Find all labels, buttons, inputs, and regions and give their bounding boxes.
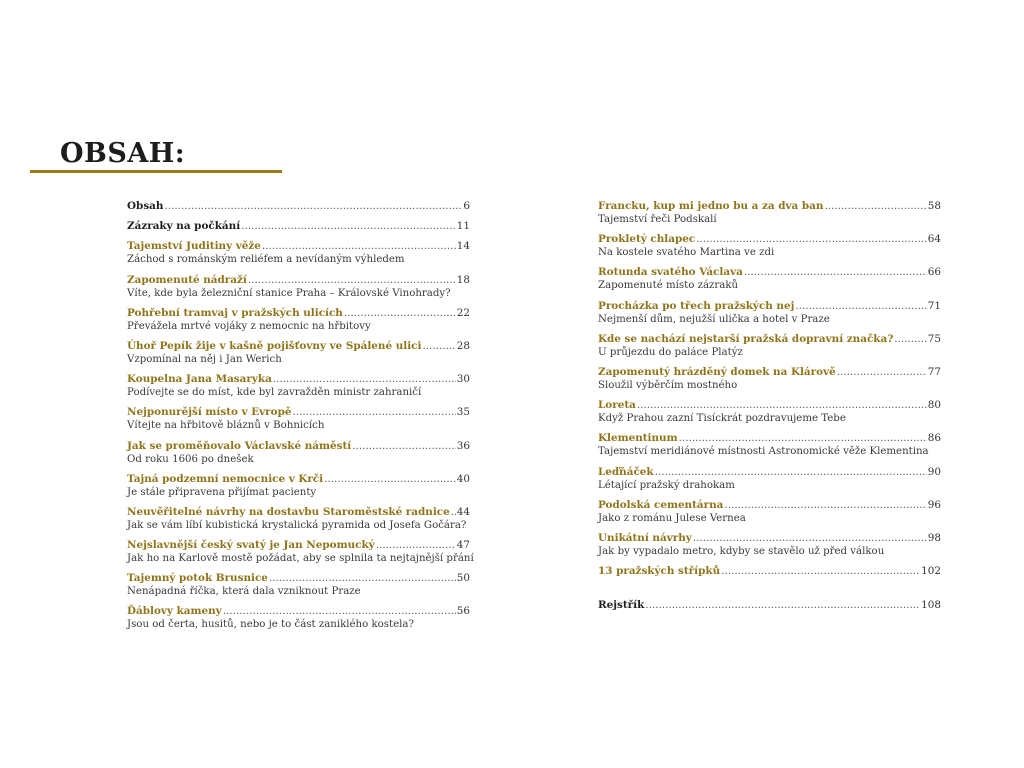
toc-entry-line (127, 406, 470, 419)
toc-entry-line (127, 307, 470, 320)
toc-entry[interactable] (127, 605, 470, 631)
toc-entry-title: Podolská cementárna (598, 498, 724, 511)
toc-entry[interactable] (127, 506, 470, 532)
toc-entry-line (127, 539, 470, 552)
toc-entry-page: 56 (456, 605, 470, 618)
toc-entry-line (127, 373, 470, 386)
toc-entry-title: Koupelna Jana Masaryka (127, 373, 272, 386)
toc-entry[interactable] (127, 572, 470, 598)
toc-entry[interactable] (127, 373, 470, 399)
toc-entry-page: 36 (456, 439, 470, 452)
toc-entry-line (598, 599, 941, 612)
toc-entry-page: 102 (921, 565, 941, 578)
toc-entry-line (598, 432, 941, 445)
dot-leader (693, 532, 927, 545)
toc-entry-subtitle: Víte, kde byla železniční stanice Praha – Královské Vinohrady? (127, 287, 451, 299)
toc-entry-subtitle: Záchod s románským reliéfem a nevídaným výhledem (127, 254, 405, 266)
toc-entry-page: 96 (927, 498, 941, 511)
toc-left-column (127, 200, 474, 639)
toc-entry[interactable] (598, 466, 941, 492)
toc-entry-title: Tajemný potok Brusnice (127, 572, 268, 585)
dot-leader (721, 565, 920, 578)
dot-leader (324, 473, 456, 486)
toc-entry-subtitle: Sloužil výběrčím mostného (598, 379, 738, 391)
toc-entry[interactable] (127, 340, 470, 366)
toc-entry-line (598, 366, 941, 379)
toc-entry-line (598, 532, 941, 545)
toc-entry-page: 35 (456, 406, 470, 419)
toc-entry-page: 75 (927, 332, 941, 345)
dot-leader (248, 274, 456, 287)
toc-entry-page: 14 (456, 240, 470, 253)
toc-entry-subtitle: Vítejte na hřbitově bláznů v Bohnicích (127, 420, 325, 432)
toc-entry-subtitle: Je stále připravena přijímat pacienty (127, 486, 317, 498)
dot-leader (637, 399, 927, 412)
toc-entry-title: Nejponurější místo v Evropě (127, 406, 292, 419)
toc-entry-page: 64 (927, 233, 941, 246)
toc-entry-title: Jak se proměňovalo Václavské náměstí (127, 439, 352, 452)
toc-entry-title: Pohřební tramvaj v pražských ulicích (127, 306, 343, 319)
toc-entry-page: 66 (927, 266, 941, 279)
toc-entry-page: 30 (456, 373, 470, 386)
toc-entry[interactable] (127, 200, 470, 213)
toc-right-column (598, 200, 941, 619)
toc-entry-page: 11 (456, 220, 470, 233)
toc-entry-title: Rotunda svatého Václava (598, 266, 743, 279)
toc-entry[interactable] (127, 240, 470, 266)
toc-entry-subtitle: Tajemství řeči Podskalí (598, 214, 717, 225)
dot-leader (376, 539, 456, 552)
dot-leader (696, 233, 927, 246)
toc-entry-subtitle: Jak by vypadalo metro, kdyby se stavělo už před válkou (598, 545, 885, 557)
toc-entry-line (127, 572, 470, 585)
toc-entry-line (598, 399, 941, 412)
toc-entry-page: 90 (927, 465, 941, 478)
toc-entry-subtitle: Jak ho na Karlově mostě požádat, aby se splnila ta nejtajnější přání (127, 553, 474, 565)
toc-entry-subtitle: Nenápadná říčka, která dala vzniknout Praze (127, 586, 361, 598)
toc-entry-title: Obsah (127, 200, 164, 212)
toc-entry-title: Tajná podzemní nemocnice v Krči (127, 472, 324, 485)
toc-entry-page: 22 (456, 306, 470, 319)
toc-entry[interactable] (598, 266, 941, 292)
toc-entry-page: 98 (927, 531, 941, 544)
toc-entry-page: 44 (456, 505, 470, 518)
dot-leader (837, 366, 927, 379)
toc-entry-subtitle: Vzpomínal na něj i Jan Werich (127, 353, 282, 365)
toc-entry-page: 80 (927, 399, 941, 412)
toc-entry[interactable] (598, 200, 941, 226)
toc-entry-title: Klementinum (598, 432, 678, 445)
toc-entry-line (127, 440, 470, 453)
toc-entry-line (127, 506, 470, 519)
dot-leader (273, 373, 456, 386)
toc-entry[interactable] (598, 300, 941, 326)
toc-entry-title: Loreta (598, 399, 636, 412)
dot-leader (164, 200, 462, 213)
toc-entry-title: Rejstřík (598, 599, 645, 612)
toc-entry-subtitle: U průjezdu do paláce Platýz (598, 346, 743, 358)
toc-entry-title: Tajemství Juditiny věže (127, 240, 261, 253)
toc-entry-subtitle: Létající pražský drahokam (598, 479, 735, 491)
dot-leader (795, 300, 926, 313)
toc-entry-line (127, 340, 470, 353)
toc-entry-subtitle: Převážela mrtvé vojáky z nemocnic na hřbitovy (127, 320, 371, 332)
toc-entry-line (127, 473, 470, 486)
toc-entry-line (598, 266, 941, 279)
toc-entry-subtitle: Jsou od čerta, husitů, nebo je to část zaniklého kostela? (127, 619, 414, 631)
toc-entry-title: Ďáblovy kameny (127, 605, 222, 618)
toc-entry-page: 77 (927, 365, 941, 378)
dot-leader (269, 572, 456, 585)
toc-entry[interactable] (598, 565, 941, 578)
toc-entry-line (598, 300, 941, 313)
toc-entry-subtitle: Od roku 1606 po dnešek (127, 453, 254, 465)
dot-leader (744, 266, 927, 279)
dot-leader (223, 605, 456, 618)
spacer (598, 585, 941, 599)
toc-entry[interactable] (127, 440, 470, 466)
toc-entry-page: 47 (456, 539, 470, 552)
toc-entry-line (127, 274, 470, 287)
toc-entry-title: Zapomenuté nádraží (127, 273, 247, 286)
toc-entry[interactable] (598, 399, 941, 425)
toc-entry[interactable] (598, 333, 941, 359)
toc-entry[interactable] (598, 532, 941, 558)
toc-entry-subtitle: Nejmenší dům, nejužší ulička a hotel v Praze (598, 313, 830, 325)
dot-leader (894, 333, 926, 346)
toc-entry-page: 40 (456, 472, 470, 485)
toc-entry-title: Francku, kup mi jedno bu a za dva ban (598, 200, 824, 212)
toc-entry-page: 71 (927, 299, 941, 312)
toc-entry[interactable] (127, 539, 474, 565)
toc-entry-line (598, 333, 941, 346)
toc-entry-title: Nejslavnější český svatý je Jan Nepomucký (127, 539, 375, 552)
toc-entry[interactable] (598, 499, 941, 525)
dot-leader (824, 200, 926, 213)
toc-heading: OBSAH: (60, 138, 186, 169)
toc-entry-subtitle: Tajemství meridiánové místnosti Astronomické věže Klementina (598, 446, 929, 458)
toc-entry-title: Leďňáček (598, 465, 654, 478)
toc-entry-subtitle: Zapomenuté místo zázraků (598, 280, 739, 292)
toc-entry-title: Zázraky na počkání (127, 220, 241, 233)
heading-underline (30, 170, 282, 173)
dot-leader (645, 599, 920, 612)
toc-entry-line (127, 200, 470, 213)
toc-entry-subtitle: Podívejte se do míst, kde byl zavražděn ministr zahraničí (127, 387, 422, 399)
toc-entry-subtitle: Když Prahou zazní Tisíckrát pozdravujeme Tebe (598, 413, 846, 425)
toc-entry-title: Unikátní návrhy (598, 531, 692, 544)
toc-entry-line (127, 220, 470, 233)
toc-entry-line (598, 233, 941, 246)
toc-entry[interactable] (127, 274, 470, 300)
toc-entry[interactable] (127, 406, 470, 432)
toc-entry-title: Neuvěřitelné návrhy na dostavbu Staroměstské radnice (127, 505, 450, 518)
toc-entry-title: Prokletý chlapec (598, 233, 696, 246)
toc-entry-title: Úhoř Pepík žije v kašně pojišťovny ve Spálené ulici (127, 339, 422, 352)
toc-entry-page: 28 (456, 339, 470, 352)
dot-leader (451, 506, 456, 519)
dot-leader (422, 340, 455, 353)
toc-entry-subtitle: Jak se vám líbí kubistická krystalická pyramida od Josefa Gočára? (127, 519, 467, 531)
dot-leader (655, 466, 927, 479)
dot-leader (724, 499, 926, 512)
toc-entry-page: 86 (927, 432, 941, 445)
toc-entry-title: Procházka po třech pražských nej (598, 299, 795, 312)
toc-entry[interactable] (127, 307, 470, 333)
toc-entry-page: 18 (456, 273, 470, 286)
toc-entry-title: 13 pražských střípků (598, 565, 721, 578)
toc-entry-page: 50 (456, 572, 470, 585)
dot-leader (352, 440, 456, 453)
toc-entry-subtitle: Na kostele svatého Martina ve zdi (598, 247, 775, 259)
toc-entry[interactable] (127, 473, 470, 499)
dot-leader (241, 220, 456, 233)
toc-entry[interactable] (598, 366, 941, 392)
toc-entry[interactable] (598, 432, 941, 458)
toc-entry-line (598, 466, 941, 479)
dot-leader (344, 307, 456, 320)
toc-entry-title: Zapomenutý hrázděný domek na Klárově (598, 365, 836, 378)
toc-entry[interactable] (598, 233, 941, 259)
toc-entry-line (598, 565, 941, 578)
toc-entry-line (598, 200, 941, 213)
toc-entry-page: 6 (463, 200, 470, 212)
dot-leader (292, 406, 455, 419)
toc-entry[interactable] (598, 599, 941, 612)
toc-entry-title: Kde se nachází nejstarší pražská dopravní značka? (598, 332, 894, 345)
toc-entry-page: 108 (921, 599, 941, 612)
dot-leader (679, 432, 927, 445)
toc-entry-line (598, 499, 941, 512)
dot-leader (262, 240, 456, 253)
toc-entry-line (127, 605, 470, 618)
toc-entry-line (127, 240, 470, 253)
toc-entry[interactable] (127, 220, 470, 233)
toc-entry-page: 58 (927, 200, 941, 212)
toc-entry-subtitle: Jako z románu Julese Vernea (598, 512, 746, 524)
